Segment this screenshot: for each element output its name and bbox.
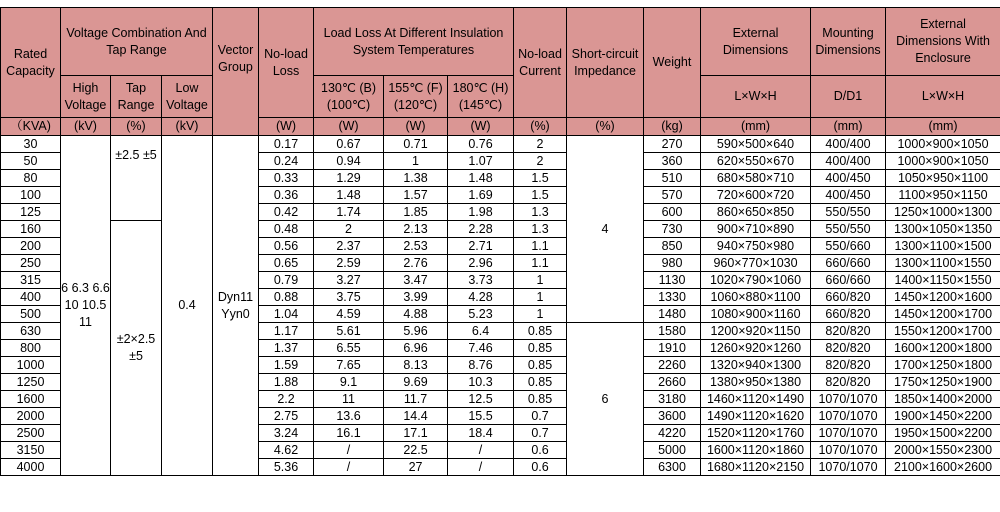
cell-load-loss-h: 7.46 (448, 340, 514, 357)
table-row (1, 221, 1000, 238)
cell-load-loss-b: 3.75 (314, 289, 384, 306)
cell-enclosure-dimensions: 1750×1250×1900 (886, 374, 1000, 391)
cell-no-load-current: 0.85 (514, 340, 567, 357)
cell-no-load-current: 1 (514, 272, 567, 289)
cell-high-voltage: 6 6.3 6.6 10 10.5 11 (61, 136, 111, 476)
header-vector-group: Vector Group (213, 8, 259, 136)
cell-mounting-dimensions: 550/550 (811, 221, 886, 238)
cell-enclosure-dimensions: 1450×1200×1600 (886, 289, 1000, 306)
cell-load-loss-f: 14.4 (384, 408, 448, 425)
cell-external-dimensions: 1490×1120×1620 (701, 408, 811, 425)
header-mounting-dimensions-sub: D/D1 (811, 76, 886, 118)
cell-no-load-loss: 0.88 (259, 289, 314, 306)
cell-no-load-loss: 0.42 (259, 204, 314, 221)
cell-no-load-loss: 0.65 (259, 255, 314, 272)
cell-enclosure-dimensions: 1600×1200×1800 (886, 340, 1000, 357)
cell-rated-capacity: 160 (1, 221, 61, 238)
unit-no-load-current: (%) (514, 118, 567, 136)
cell-external-dimensions: 620×550×670 (701, 153, 811, 170)
cell-enclosure-dimensions: 1250×1000×1300 (886, 204, 1000, 221)
cell-external-dimensions: 1320×940×1300 (701, 357, 811, 374)
cell-no-load-current: 0.6 (514, 442, 567, 459)
cell-enclosure-dimensions: 1000×900×1050 (886, 136, 1000, 153)
unit-mounting-dimensions: (mm) (811, 118, 886, 136)
cell-external-dimensions: 1600×1120×1860 (701, 442, 811, 459)
cell-enclosure-dimensions: 1850×1400×2000 (886, 391, 1000, 408)
cell-rated-capacity: 1000 (1, 357, 61, 374)
cell-load-loss-h: 4.28 (448, 289, 514, 306)
cell-load-loss-b: 13.6 (314, 408, 384, 425)
header-short-circuit-impedance: Short-circuit Impedance (567, 8, 644, 118)
cell-external-dimensions: 900×710×890 (701, 221, 811, 238)
cell-mounting-dimensions: 550/550 (811, 204, 886, 221)
cell-enclosure-dimensions: 1900×1450×2200 (886, 408, 1000, 425)
cell-no-load-current: 2 (514, 136, 567, 153)
cell-mounting-dimensions: 1070/1070 (811, 391, 886, 408)
cell-load-loss-f: 1.85 (384, 204, 448, 221)
cell-external-dimensions: 1060×880×1100 (701, 289, 811, 306)
cell-load-loss-b: 0.94 (314, 153, 384, 170)
cell-rated-capacity: 315 (1, 272, 61, 289)
cell-load-loss-h: 2.28 (448, 221, 514, 238)
header-external-dimensions: External Dimensions (701, 8, 811, 76)
cell-no-load-loss: 3.24 (259, 425, 314, 442)
cell-load-loss-f: 3.99 (384, 289, 448, 306)
cell-weight: 570 (644, 187, 701, 204)
unit-temp-b: (W) (314, 118, 384, 136)
cell-mounting-dimensions: 1070/1070 (811, 425, 886, 442)
cell-load-loss-f: 27 (384, 459, 448, 476)
cell-mounting-dimensions: 820/820 (811, 357, 886, 374)
cell-tap-range-group-2: ±2×2.5 ±5 (111, 221, 162, 476)
cell-no-load-current: 1.3 (514, 221, 567, 238)
cell-no-load-current: 1.5 (514, 187, 567, 204)
cell-load-loss-f: 2.76 (384, 255, 448, 272)
cell-load-loss-b: / (314, 442, 384, 459)
cell-no-load-loss: 1.88 (259, 374, 314, 391)
header-load-loss: Load Loss At Different Insulation System Temperatures (314, 8, 514, 76)
cell-enclosure-dimensions: 1950×1500×2200 (886, 425, 1000, 442)
cell-load-loss-b: 16.1 (314, 425, 384, 442)
cell-enclosure-dimensions: 1000×900×1050 (886, 153, 1000, 170)
cell-no-load-current: 1.1 (514, 255, 567, 272)
cell-load-loss-h: / (448, 442, 514, 459)
cell-mounting-dimensions: 660/660 (811, 255, 886, 272)
cell-tap-range-group-1: ±2.5 ±5 (111, 136, 162, 221)
cell-no-load-loss: 1.59 (259, 357, 314, 374)
cell-load-loss-f: 22.5 (384, 442, 448, 459)
cell-weight: 1580 (644, 323, 701, 340)
cell-vector-group: Dyn11 Yyn0 (213, 136, 259, 476)
cell-load-loss-b: 1.29 (314, 170, 384, 187)
unit-short-circuit: (%) (567, 118, 644, 136)
cell-weight: 3180 (644, 391, 701, 408)
cell-no-load-loss: 0.79 (259, 272, 314, 289)
cell-weight: 730 (644, 221, 701, 238)
cell-no-load-current: 0.7 (514, 408, 567, 425)
cell-short-circuit-group-1: 4 (567, 136, 644, 323)
transformer-spec-table (0, 7, 1000, 476)
cell-mounting-dimensions: 820/820 (811, 374, 886, 391)
header-enclosure-dimensions: External Dimensions With Enclosure (886, 8, 1000, 76)
cell-weight: 6300 (644, 459, 701, 476)
cell-load-loss-h: 0.76 (448, 136, 514, 153)
unit-rated-capacity: （KVA) (1, 118, 61, 136)
cell-load-loss-b: 1.74 (314, 204, 384, 221)
cell-enclosure-dimensions: 1450×1200×1700 (886, 306, 1000, 323)
cell-weight: 360 (644, 153, 701, 170)
cell-no-load-loss: 2.75 (259, 408, 314, 425)
cell-no-load-current: 0.7 (514, 425, 567, 442)
cell-rated-capacity: 250 (1, 255, 61, 272)
cell-no-load-current: 2 (514, 153, 567, 170)
cell-load-loss-b: 4.59 (314, 306, 384, 323)
cell-load-loss-b: 2 (314, 221, 384, 238)
cell-no-load-loss: 1.17 (259, 323, 314, 340)
cell-load-loss-f: 8.13 (384, 357, 448, 374)
header-temp-f: 155℃ (F) (120℃) (384, 76, 448, 118)
cell-no-load-loss: 1.37 (259, 340, 314, 357)
cell-load-loss-h: 2.96 (448, 255, 514, 272)
cell-load-loss-b: 3.27 (314, 272, 384, 289)
cell-rated-capacity: 100 (1, 187, 61, 204)
cell-mounting-dimensions: 820/820 (811, 323, 886, 340)
cell-load-loss-f: 1.57 (384, 187, 448, 204)
cell-load-loss-b: 0.67 (314, 136, 384, 153)
cell-external-dimensions: 680×580×710 (701, 170, 811, 187)
cell-no-load-loss: 5.36 (259, 459, 314, 476)
cell-load-loss-f: 6.96 (384, 340, 448, 357)
cell-load-loss-h: 2.71 (448, 238, 514, 255)
header-no-load-loss: No-load Loss (259, 8, 314, 118)
cell-no-load-loss: 0.36 (259, 187, 314, 204)
cell-rated-capacity: 1250 (1, 374, 61, 391)
header-weight: Weight (644, 8, 701, 118)
cell-load-loss-f: 17.1 (384, 425, 448, 442)
cell-enclosure-dimensions: 1300×1050×1350 (886, 221, 1000, 238)
cell-no-load-current: 0.85 (514, 323, 567, 340)
cell-external-dimensions: 960×770×1030 (701, 255, 811, 272)
cell-load-loss-h: 18.4 (448, 425, 514, 442)
unit-low-voltage: (kV) (162, 118, 213, 136)
cell-weight: 1330 (644, 289, 701, 306)
cell-load-loss-f: 1.38 (384, 170, 448, 187)
cell-load-loss-h: 12.5 (448, 391, 514, 408)
cell-weight: 850 (644, 238, 701, 255)
cell-no-load-current: 1 (514, 289, 567, 306)
cell-mounting-dimensions: 660/660 (811, 272, 886, 289)
header-temp-b: 130℃ (B) (100℃) (314, 76, 384, 118)
cell-no-load-current: 1.5 (514, 170, 567, 187)
cell-load-loss-f: 2.13 (384, 221, 448, 238)
cell-no-load-current: 0.6 (514, 459, 567, 476)
units-row (1, 118, 1000, 136)
cell-external-dimensions: 1460×1120×1490 (701, 391, 811, 408)
cell-load-loss-h: 6.4 (448, 323, 514, 340)
cell-load-loss-f: 0.71 (384, 136, 448, 153)
cell-rated-capacity: 50 (1, 153, 61, 170)
cell-rated-capacity: 30 (1, 136, 61, 153)
cell-load-loss-b: 1.48 (314, 187, 384, 204)
header-external-dimensions-sub: L×W×H (701, 76, 811, 118)
unit-temp-f: (W) (384, 118, 448, 136)
unit-temp-h: (W) (448, 118, 514, 136)
unit-high-voltage: (kV) (61, 118, 111, 136)
cell-load-loss-f: 4.88 (384, 306, 448, 323)
cell-load-loss-f: 2.53 (384, 238, 448, 255)
header-no-load-current: No-load Current (514, 8, 567, 118)
cell-weight: 4220 (644, 425, 701, 442)
cell-mounting-dimensions: 660/820 (811, 306, 886, 323)
cell-no-load-current: 0.85 (514, 357, 567, 374)
cell-load-loss-b: 2.59 (314, 255, 384, 272)
cell-weight: 600 (644, 204, 701, 221)
cell-rated-capacity: 200 (1, 238, 61, 255)
cell-weight: 5000 (644, 442, 701, 459)
cell-enclosure-dimensions: 2100×1600×2600 (886, 459, 1000, 476)
cell-load-loss-b: 2.37 (314, 238, 384, 255)
cell-no-load-loss: 1.04 (259, 306, 314, 323)
cell-load-loss-h: 15.5 (448, 408, 514, 425)
cell-no-load-loss: 2.2 (259, 391, 314, 408)
cell-load-loss-b: / (314, 459, 384, 476)
cell-weight: 2660 (644, 374, 701, 391)
cell-no-load-current: 0.85 (514, 391, 567, 408)
cell-load-loss-h: 1.98 (448, 204, 514, 221)
header-voltage-combination: Voltage Combination And Tap Range (61, 8, 213, 76)
cell-load-loss-h: 5.23 (448, 306, 514, 323)
cell-no-load-loss: 0.56 (259, 238, 314, 255)
cell-external-dimensions: 1680×1120×2150 (701, 459, 811, 476)
cell-load-loss-f: 1 (384, 153, 448, 170)
cell-load-loss-h: 1.48 (448, 170, 514, 187)
cell-load-loss-h: 1.69 (448, 187, 514, 204)
cell-external-dimensions: 860×650×850 (701, 204, 811, 221)
cell-load-loss-h: 1.07 (448, 153, 514, 170)
cell-load-loss-b: 9.1 (314, 374, 384, 391)
cell-mounting-dimensions: 400/400 (811, 153, 886, 170)
cell-rated-capacity: 125 (1, 204, 61, 221)
cell-rated-capacity: 2000 (1, 408, 61, 425)
cell-no-load-loss: 0.24 (259, 153, 314, 170)
cell-mounting-dimensions: 400/450 (811, 187, 886, 204)
cell-load-loss-h: / (448, 459, 514, 476)
header-tap-range: Tap Range (111, 76, 162, 118)
cell-external-dimensions: 590×500×640 (701, 136, 811, 153)
table-header (1, 8, 1000, 136)
cell-external-dimensions: 720×600×720 (701, 187, 811, 204)
header-high-voltage: High Voltage (61, 76, 111, 118)
header-low-voltage: Low Voltage (162, 76, 213, 118)
cell-enclosure-dimensions: 1400×1150×1550 (886, 272, 1000, 289)
unit-weight: (kg) (644, 118, 701, 136)
cell-no-load-current: 1.3 (514, 204, 567, 221)
cell-mounting-dimensions: 660/820 (811, 289, 886, 306)
cell-no-load-loss: 0.48 (259, 221, 314, 238)
cell-rated-capacity: 2500 (1, 425, 61, 442)
cell-rated-capacity: 3150 (1, 442, 61, 459)
unit-external-dimensions: (mm) (701, 118, 811, 136)
cell-short-circuit-group-2: 6 (567, 323, 644, 476)
cell-rated-capacity: 630 (1, 323, 61, 340)
cell-mounting-dimensions: 400/450 (811, 170, 886, 187)
unit-enclosure-dimensions: (mm) (886, 118, 1000, 136)
cell-no-load-loss: 4.62 (259, 442, 314, 459)
cell-weight: 510 (644, 170, 701, 187)
cell-no-load-current: 1 (514, 306, 567, 323)
cell-weight: 1910 (644, 340, 701, 357)
header-rated-capacity: Rated Capacity (1, 8, 61, 118)
cell-low-voltage: 0.4 (162, 136, 213, 476)
cell-rated-capacity: 400 (1, 289, 61, 306)
cell-weight: 3600 (644, 408, 701, 425)
cell-mounting-dimensions: 1070/1070 (811, 408, 886, 425)
cell-load-loss-h: 3.73 (448, 272, 514, 289)
cell-no-load-current: 0.85 (514, 374, 567, 391)
cell-external-dimensions: 1520×1120×1760 (701, 425, 811, 442)
cell-external-dimensions: 1080×900×1160 (701, 306, 811, 323)
cell-external-dimensions: 1380×950×1380 (701, 374, 811, 391)
cell-no-load-loss: 0.33 (259, 170, 314, 187)
cell-rated-capacity: 500 (1, 306, 61, 323)
unit-no-load-loss: (W) (259, 118, 314, 136)
cell-load-loss-f: 3.47 (384, 272, 448, 289)
cell-external-dimensions: 940×750×980 (701, 238, 811, 255)
cell-load-loss-b: 5.61 (314, 323, 384, 340)
cell-weight: 1480 (644, 306, 701, 323)
cell-external-dimensions: 1020×790×1060 (701, 272, 811, 289)
cell-load-loss-h: 10.3 (448, 374, 514, 391)
cell-load-loss-f: 11.7 (384, 391, 448, 408)
table-row (1, 136, 1000, 153)
cell-mounting-dimensions: 550/660 (811, 238, 886, 255)
cell-enclosure-dimensions: 2000×1550×2300 (886, 442, 1000, 459)
cell-load-loss-b: 6.55 (314, 340, 384, 357)
cell-load-loss-b: 7.65 (314, 357, 384, 374)
cell-weight: 980 (644, 255, 701, 272)
cell-enclosure-dimensions: 1550×1200×1700 (886, 323, 1000, 340)
cell-load-loss-h: 8.76 (448, 357, 514, 374)
cell-weight: 2260 (644, 357, 701, 374)
table-body (1, 136, 1000, 476)
cell-enclosure-dimensions: 1700×1250×1800 (886, 357, 1000, 374)
cell-mounting-dimensions: 1070/1070 (811, 459, 886, 476)
cell-mounting-dimensions: 820/820 (811, 340, 886, 357)
cell-rated-capacity: 1600 (1, 391, 61, 408)
cell-rated-capacity: 4000 (1, 459, 61, 476)
cell-mounting-dimensions: 400/400 (811, 136, 886, 153)
cell-weight: 270 (644, 136, 701, 153)
cell-external-dimensions: 1260×920×1260 (701, 340, 811, 357)
unit-tap-range: (%) (111, 118, 162, 136)
cell-load-loss-f: 5.96 (384, 323, 448, 340)
cell-rated-capacity: 800 (1, 340, 61, 357)
cell-load-loss-f: 9.69 (384, 374, 448, 391)
cell-weight: 1130 (644, 272, 701, 289)
cell-no-load-loss: 0.17 (259, 136, 314, 153)
header-temp-h: 180℃ (H) (145℃) (448, 76, 514, 118)
cell-external-dimensions: 1200×920×1150 (701, 323, 811, 340)
cell-mounting-dimensions: 1070/1070 (811, 442, 886, 459)
cell-enclosure-dimensions: 1300×1100×1500 (886, 238, 1000, 255)
header-enclosure-dimensions-sub: L×W×H (886, 76, 1000, 118)
cell-load-loss-b: 11 (314, 391, 384, 408)
cell-enclosure-dimensions: 1300×1100×1550 (886, 255, 1000, 272)
cell-no-load-current: 1.1 (514, 238, 567, 255)
cell-enclosure-dimensions: 1100×950×1150 (886, 187, 1000, 204)
header-mounting-dimensions: Mounting Dimensions (811, 8, 886, 76)
cell-rated-capacity: 80 (1, 170, 61, 187)
cell-enclosure-dimensions: 1050×950×1100 (886, 170, 1000, 187)
